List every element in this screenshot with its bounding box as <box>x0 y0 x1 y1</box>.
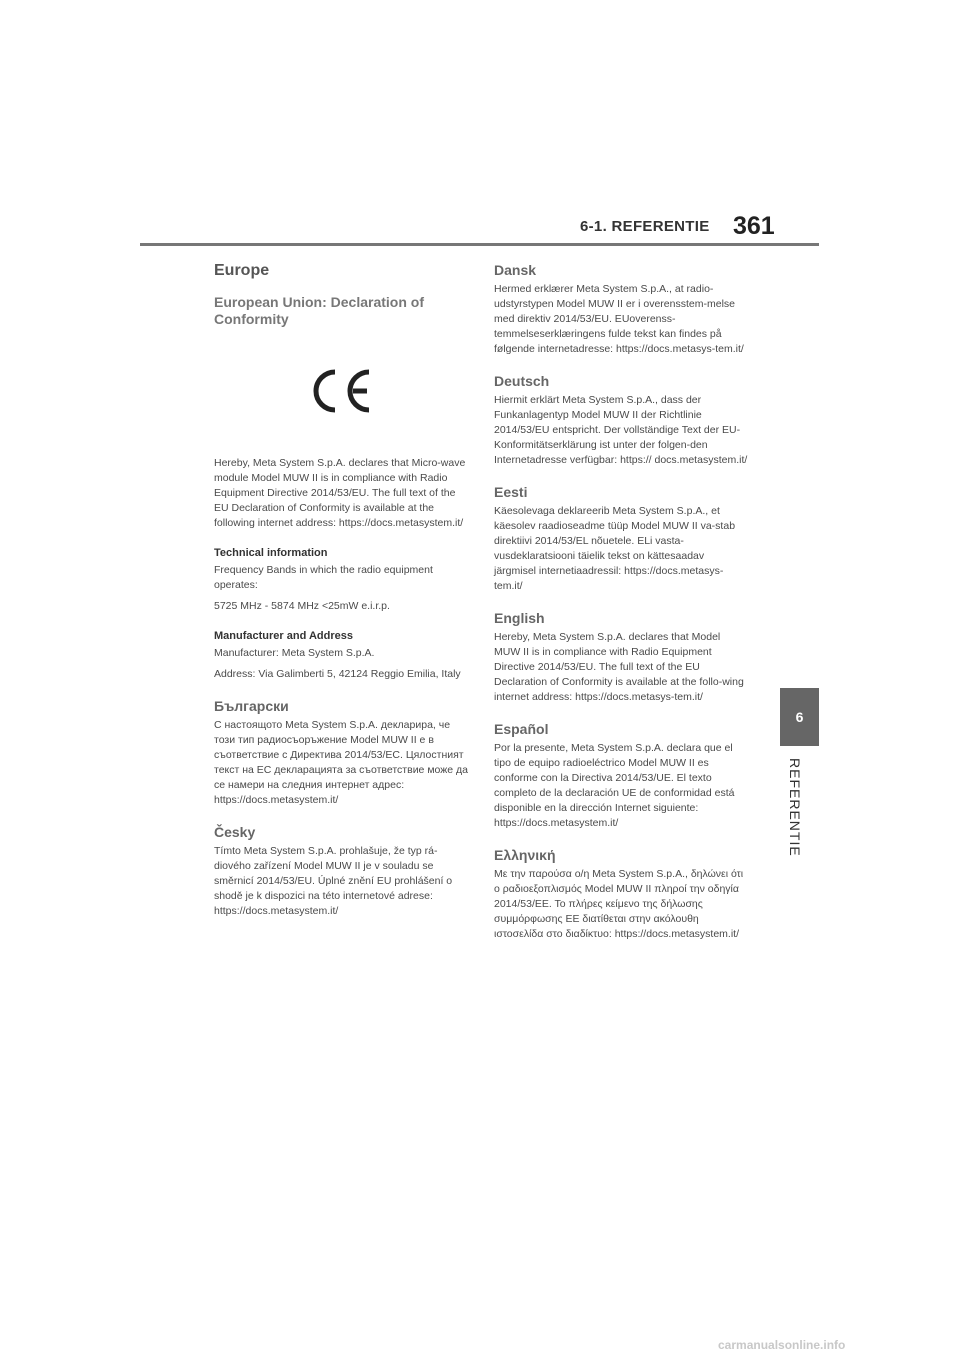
chapter-tab[interactable]: 6 <box>780 688 819 746</box>
page-number: 361 <box>733 212 775 240</box>
english-heading: English <box>494 610 545 626</box>
spanish-block <box>494 721 749 831</box>
watermark: carmanualsonline.info <box>718 1338 846 1352</box>
bulgarian-text: С настоящото Meta System S.p.A. декларира, че този тип радиосъоръжение Model MUW II е в съответствие с Директива 2014/53/ЕС. Цялостният текст на ЕС декларацията за съответствие може да се намери на следния интернет адрес: https://docs.metasystem.it/ <box>214 719 469 806</box>
technical-info-block <box>214 547 469 614</box>
spanish-heading: Español <box>494 721 549 737</box>
manufacturer-address: Address: Via Galimberti 5, 42124 Reggio Emilia, Italy <box>214 668 461 680</box>
region-heading: Europe <box>214 262 270 279</box>
english-block <box>494 610 749 705</box>
danish-block <box>494 262 749 357</box>
estonian-text: Käesolevaga deklareerib Meta System S.p.A., et käesolev raadioseadme tüüp Model MUW II va-stab direktiivi 2014/53/EL nõuetele. ELi vasta-vusdeklaratsiooni täielik tekst on kättesaadav järgmisel internetiaadressil: https://docs.metasys-tem.it/ <box>494 505 736 592</box>
header-rule <box>140 243 819 246</box>
spanish-text: Por la presente, Meta System S.p.A. declara que el tipo de equipo radioeléctrico Model MUW II es conforme con la Directiva 2014/53/UE. El texto completo de la declaración UE de conformidad está disponible en la dirección Internet siguiente: https://docs.metasystem.it/ <box>494 742 735 829</box>
page-header <box>0 0 960 250</box>
ce-mark-icon <box>214 336 469 446</box>
danish-heading: Dansk <box>494 262 537 278</box>
technical-info-heading: Technical information <box>214 547 328 559</box>
section-title: 6-1. REFERENTIE <box>580 218 710 235</box>
manufacturer-name: Manufacturer: Meta System S.p.A. <box>214 647 375 659</box>
declaration-heading: European Union: Declaration of Conformity <box>214 294 425 327</box>
german-text: Hiermit erklärt Meta System S.p.A., dass der Funkanlagentyp Model MUW II der Richtlinie 2014/53/EU entspricht. Der vollständige Text der EU-Konformitätserklärung ist unter der folgen-den Internetadresse verfügbar: https:// docs.metasystem.it/ <box>494 394 748 466</box>
estonian-heading: Eesti <box>494 484 528 500</box>
czech-heading: Česky <box>214 824 256 840</box>
left-column <box>214 262 469 935</box>
german-block <box>494 373 749 468</box>
greek-heading: Ελληνική <box>494 847 556 863</box>
declaration-intro: Hereby, Meta System S.p.A. declares that Micro-wave module Model MUW II is in compliance with Radio Equipment Directive 2014/53/EU. The full text of the EU Declaration of Conformity is available at the following internet address: https://docs.metasystem.it/ <box>214 457 466 529</box>
bulgarian-heading: Български <box>214 698 289 714</box>
czech-text: Tímto Meta System S.p.A. prohlašuje, že typ rá-diového zařízení Model MUW II je v souladu se směrnicí 2014/53/EU. Úplné znění EU prohlášení o shodě je k dispozici na této internetové adrese: https://docs.metasystem.it/ <box>214 845 453 917</box>
technical-info-text: Frequency Bands in which the radio equipment operates: <box>214 564 433 591</box>
danish-text: Hermed erklærer Meta System S.p.A., at radio-udstyrstypen Model MUW II er i overensstem-melse med direktiv 2014/53/EU. EUoverenss-temmelseserklæringens fulde tekst kan findes på følgende internetadresse: https://docs.metasys-tem.it/ <box>494 283 744 355</box>
bulgarian-block <box>214 698 469 808</box>
estonian-block <box>494 484 749 594</box>
right-column <box>494 262 749 958</box>
german-heading: Deutsch <box>494 373 550 389</box>
chapter-label: REFERENTIE <box>787 758 803 857</box>
manufacturer-block <box>214 630 469 682</box>
declaration-intro-block <box>214 456 469 531</box>
greek-block <box>494 847 749 942</box>
ce-mark-graphic <box>307 366 377 416</box>
english-text: Hereby, Meta System S.p.A. declares that Model MUW II is in compliance with Radio Equipment Directive 2014/53/EU. The full text of the EU Declaration of Conformity is available at the follo-wing internet address: https://docs.metasys-tem.it/ <box>494 631 744 703</box>
czech-block <box>214 824 469 919</box>
greek-text: Με την παρούσα ο/η Meta System S.p.A., δηλώνει ότι ο ραδιοεξοπλισμός Model MUW II πληροί την οδηγία 2014/53/ΕΕ. Το πλήρες κείμενο της δήλωσης συμμόρφωσης ΕΕ διατίθεται στην ακόλουθη ιστοσελίδα στο διαδίκτυο: https://docs.metasystem.it/ <box>494 868 744 940</box>
frequency-band-text: 5725 MHz - 5874 MHz <25mW e.i.r.p. <box>214 600 390 612</box>
manufacturer-heading: Manufacturer and Address <box>214 630 353 642</box>
